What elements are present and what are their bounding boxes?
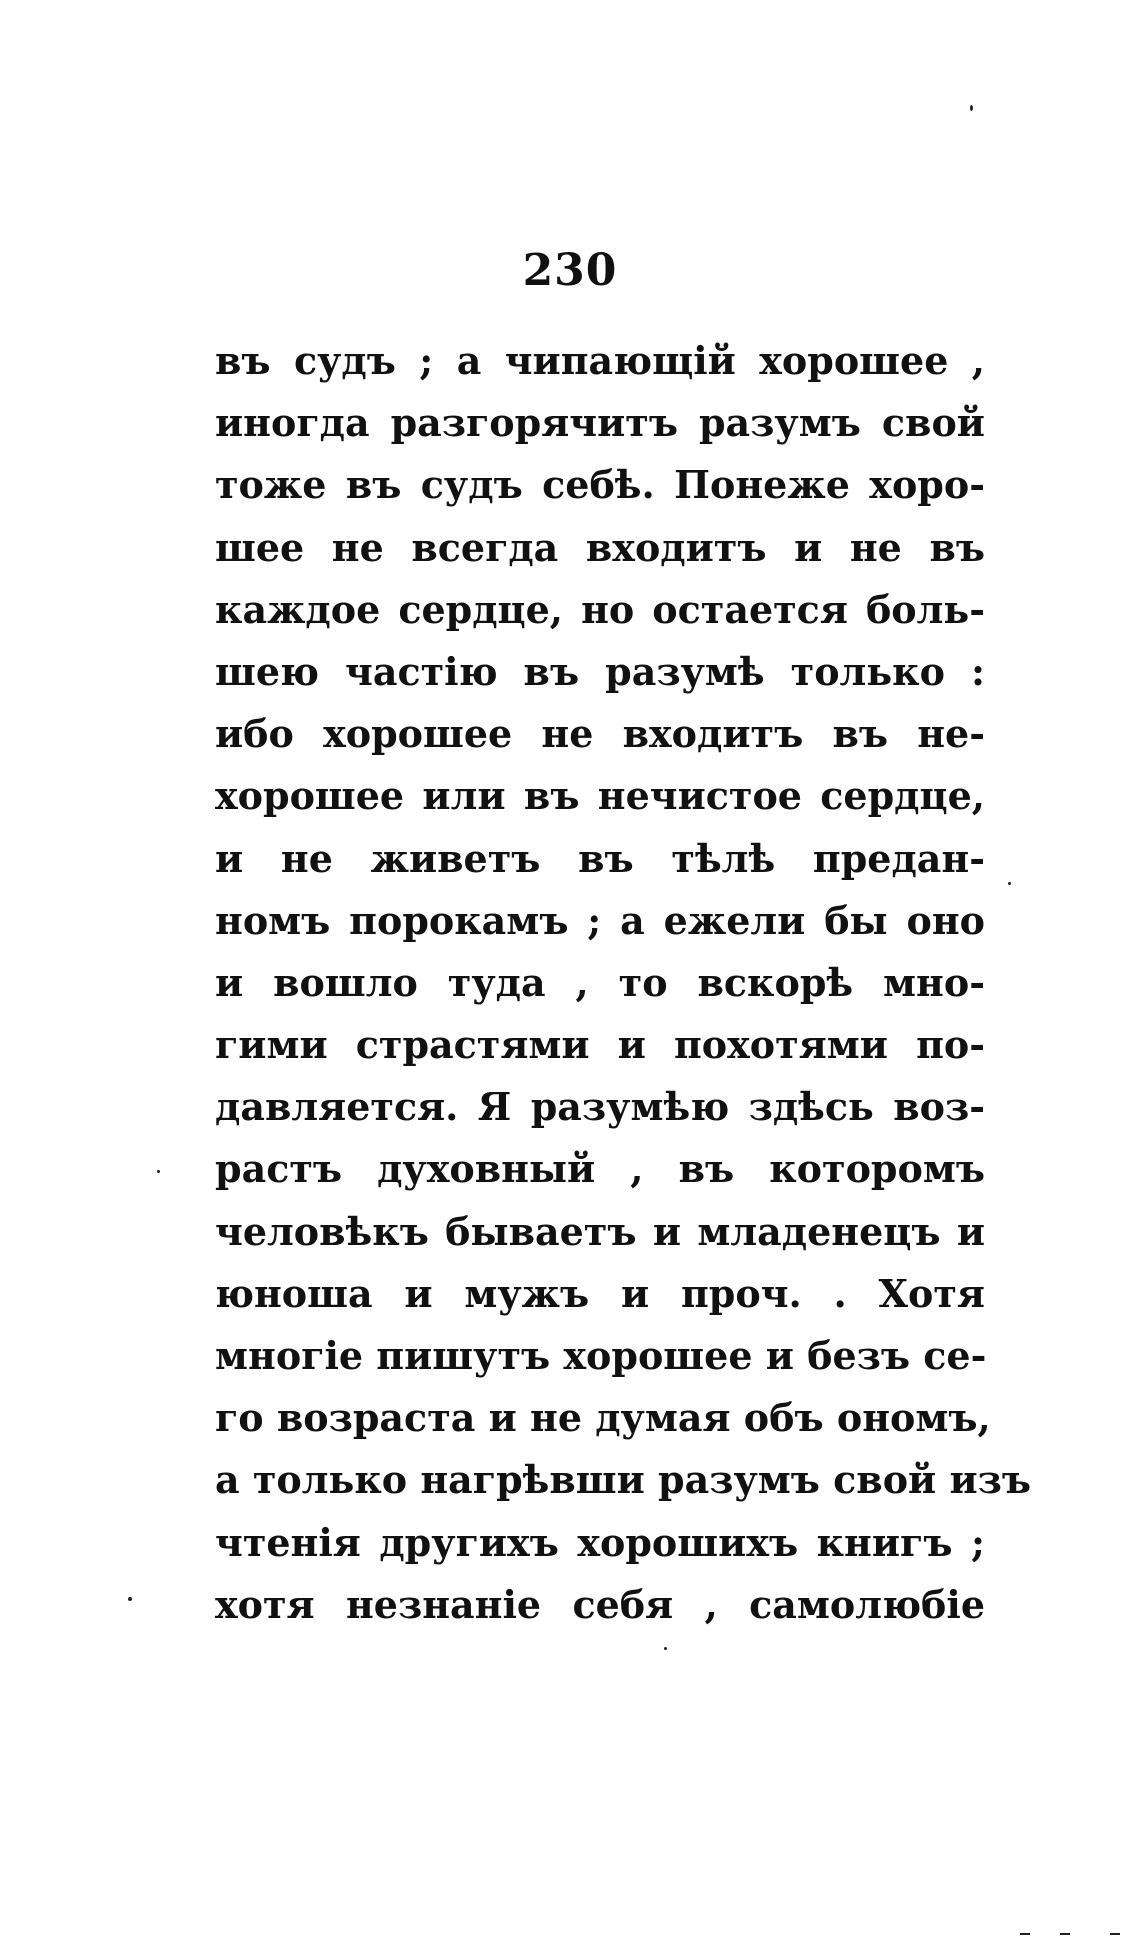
scan-speck — [970, 105, 973, 111]
text-line: тоже въ судъ себѣ. Понеже хоро- — [215, 462, 985, 508]
scan-speck — [1110, 1933, 1120, 1935]
text-line: шее не всегда входитъ и не въ — [215, 524, 985, 570]
text-line: номъ порокамъ ; а ежели бы оно — [215, 897, 985, 943]
text-line: растъ духовный , въ которомъ — [215, 1146, 985, 1192]
scan-speck — [128, 1597, 132, 1601]
scan-speck — [157, 1170, 160, 1173]
text-line: давляется. Я разумѣю здѣсь воз- — [215, 1084, 985, 1130]
text-line: иногда разгорячитъ разумъ свой — [215, 400, 985, 446]
scan-speck — [1008, 882, 1011, 885]
text-line: человѣкъ бываетъ и младенецъ и — [215, 1208, 985, 1254]
body-text — [215, 330, 1032, 1636]
text-line: и не живетъ въ тѣлѣ предан- — [215, 835, 985, 881]
text-line: каждое сердце, но остается боль- — [215, 586, 985, 632]
text-line: хорошее или въ нечистое сердце, — [215, 773, 985, 819]
text-line: въ судъ ; а чипающій хорошее , — [215, 338, 985, 383]
scan-speck — [664, 1647, 667, 1650]
text-line: го возраста и не думая объ ономъ, — [215, 1395, 991, 1441]
page-number: 230 — [522, 245, 618, 296]
text-line: гими страстями и похотями по- — [215, 1022, 985, 1068]
text-line: шею частію въ разумѣ только : — [215, 648, 985, 694]
text-line: хотя незнаніе себя , самолюбіе — [215, 1581, 985, 1627]
scan-speck — [1060, 1933, 1070, 1935]
text-line: и вошло туда , то вскорѣ мно- — [215, 959, 985, 1005]
scan-speck — [1020, 1933, 1030, 1935]
text-line: а только нагрѣвши разумъ свой изъ — [215, 1457, 1032, 1503]
text-line: многіе пишутъ хорошее и безъ се- — [215, 1333, 987, 1378]
text-line: ибо хорошее не входитъ въ не- — [215, 711, 985, 757]
text-line: юноша и мужъ и проч. . Хотя — [215, 1270, 985, 1316]
text-line: чтенія другихъ хорошихъ книгъ ; — [215, 1519, 985, 1565]
